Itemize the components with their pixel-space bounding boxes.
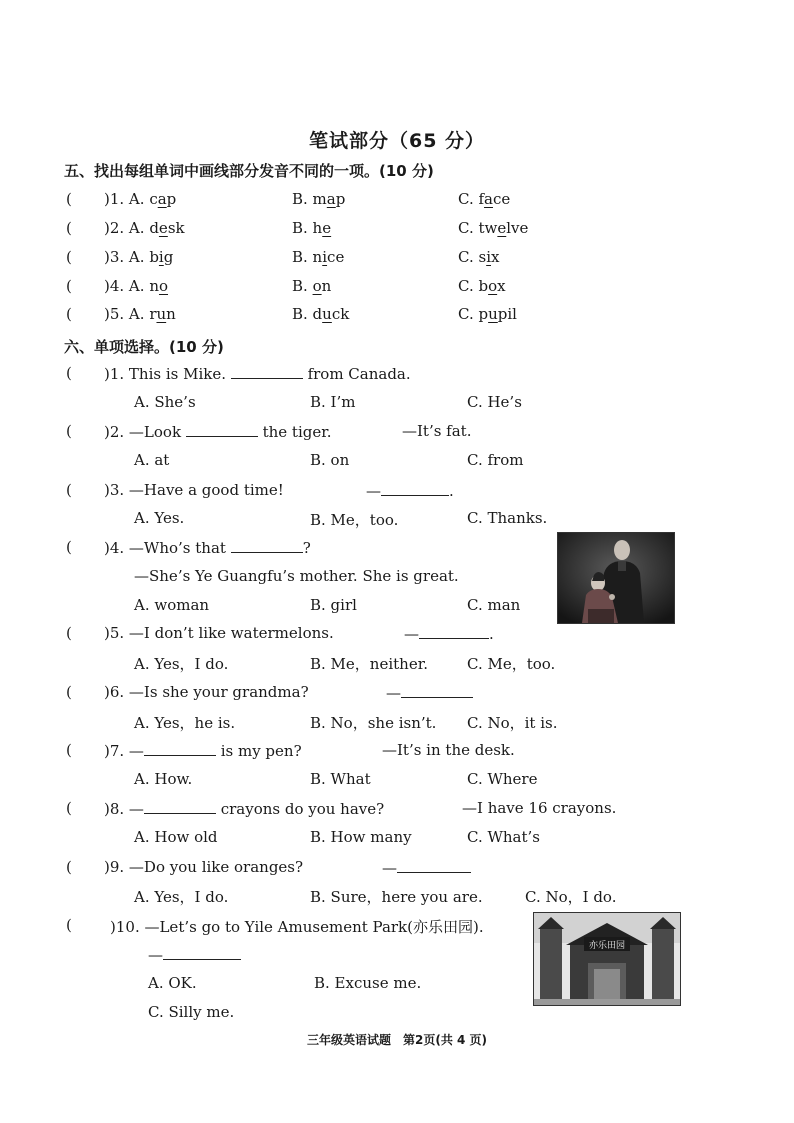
question-5	[0, 624, 794, 646]
option-b: B. Me，too.	[310, 511, 399, 529]
word-part: B. m	[292, 190, 327, 208]
word-part: e	[497, 219, 507, 237]
option-b	[292, 190, 345, 208]
word-part: ce	[492, 190, 511, 208]
answer-paren[interactable]: (	[66, 916, 72, 934]
word-part: C. p	[458, 305, 489, 323]
option-a: A. How.	[134, 770, 193, 788]
question-9	[0, 858, 794, 880]
word-part: c	[149, 190, 158, 208]
option-c	[458, 277, 506, 295]
answer-blank	[163, 945, 241, 960]
options-6	[0, 712, 794, 734]
option-a	[104, 305, 176, 323]
word-part: o	[312, 277, 322, 295]
word-part: B. n	[292, 248, 323, 266]
word-part: ce	[327, 248, 345, 266]
word-part: x	[497, 277, 506, 295]
section5-heading: 五、找出每组单词中画线部分发音不同的一项。(10 分)	[64, 162, 434, 180]
option-b: B. I’m	[310, 393, 356, 411]
pronunciation-item	[0, 248, 794, 270]
question-tail: crayons do you have?	[215, 800, 385, 818]
options-8	[0, 828, 794, 850]
word-part: )5. A.	[104, 305, 150, 323]
family-photo-image	[558, 533, 674, 623]
answer-paren[interactable]: (	[66, 538, 72, 556]
family-photo	[557, 532, 675, 624]
option-a: A. Yes，he is.	[134, 714, 236, 732]
word-part: C. tw	[458, 219, 498, 237]
option-a: A. woman	[134, 596, 210, 614]
option-c: C. Where	[467, 770, 538, 788]
word-part: B. d	[292, 305, 323, 323]
word-part: u	[488, 305, 498, 323]
option-b	[292, 305, 349, 323]
question-1	[0, 364, 794, 386]
word-part: pil	[497, 305, 517, 323]
question-stem: )6. —Is she your grandma?	[104, 683, 309, 701]
page-title: 笔试部分（65 分）	[308, 130, 486, 152]
pronunciation-item	[0, 219, 794, 241]
question-stem: )8. —	[104, 800, 144, 818]
options-9	[0, 886, 794, 908]
option-a	[104, 219, 185, 237]
option-b: B. Me，neither.	[310, 655, 428, 673]
option-a: A. She’s	[134, 393, 196, 411]
word-part: p	[335, 190, 346, 208]
option-b: B. girl	[310, 596, 357, 614]
answer-paren[interactable]: (	[66, 799, 72, 817]
response-tail: .	[489, 625, 494, 643]
word-part: C. b	[458, 277, 489, 295]
response-dash: —	[386, 684, 401, 702]
answer-blank	[381, 481, 449, 496]
word-part: i	[486, 248, 491, 266]
option-c: C. No，it is.	[467, 714, 558, 732]
word-part: d	[149, 219, 159, 237]
question-stem: )4. —Who’s that	[104, 539, 231, 557]
word-part: b	[149, 248, 159, 266]
option-b	[292, 248, 344, 266]
options-3	[0, 509, 794, 531]
option-a: A. How old	[134, 828, 218, 846]
option-c	[458, 190, 510, 208]
answer-blank	[397, 858, 471, 873]
word-part: n	[321, 277, 332, 295]
word-part: )4. A.	[104, 277, 150, 295]
option-a: A. OK.	[148, 974, 197, 992]
question-response: —It’s fat.	[402, 422, 472, 440]
answer-paren[interactable]: (	[66, 305, 72, 323]
question-stem: )3. —Have a good time!	[104, 481, 284, 499]
options-10-line2	[0, 1003, 794, 1025]
word-part: x	[491, 248, 500, 266]
page-footer: 三年级英语试题 第2页(共 4 页)	[306, 1033, 488, 1047]
question-2	[0, 422, 794, 444]
word-part: u	[322, 305, 332, 323]
word-part: g	[163, 248, 174, 266]
word-part: n	[166, 305, 176, 323]
answer-paren[interactable]: (	[66, 741, 72, 759]
response-dash: —	[404, 625, 419, 643]
answer-paren[interactable]: (	[66, 190, 72, 208]
question-response: —I have 16 crayons.	[462, 799, 617, 817]
option-a: A. Yes，I do.	[134, 888, 229, 906]
word-part: )3. A.	[104, 248, 150, 266]
option-c: C. Me，too.	[467, 655, 556, 673]
pronunciation-item	[0, 190, 794, 212]
word-part: sk	[167, 219, 185, 237]
word-part: a	[326, 190, 336, 208]
question-tail: from Canada.	[302, 365, 411, 383]
question-stem: )5. —I don’t like watermelons.	[104, 624, 334, 642]
question-7	[0, 741, 794, 763]
option-b: B. Excuse me.	[314, 974, 422, 992]
question-stem: )2. —Look	[104, 423, 186, 441]
word-part: a	[157, 190, 167, 208]
option-c: C. man	[467, 596, 521, 614]
question-3	[0, 481, 794, 503]
option-a: A. Yes，I do.	[134, 655, 229, 673]
option-b: B. How many	[310, 828, 412, 846]
options-1	[0, 393, 794, 415]
question-response: —It’s in the desk.	[382, 741, 515, 759]
word-part: r	[149, 305, 157, 323]
option-a: A. at	[134, 451, 170, 469]
option-a: A. Yes.	[134, 509, 185, 527]
option-b: B. Sure，here you are.	[310, 888, 483, 906]
option-b: B. What	[310, 770, 371, 788]
question-stem: )9. —Do you like oranges?	[104, 858, 304, 876]
option-b: B. on	[310, 451, 350, 469]
answer-paren[interactable]: (	[66, 481, 72, 499]
response-dash: —	[382, 859, 397, 877]
options-7	[0, 770, 794, 792]
word-part: a	[484, 190, 493, 208]
question-stem: )10. —Let’s go to Yile Amusement Park(亦乐田园).	[110, 918, 484, 936]
word-part: C. s	[458, 248, 487, 266]
option-b: B. No，she isn’t.	[310, 714, 437, 732]
word-part: lve	[506, 219, 529, 237]
pronunciation-item	[0, 277, 794, 299]
word-part: )1. A.	[104, 190, 150, 208]
word-part: e	[158, 219, 168, 237]
word-part: e	[322, 219, 332, 237]
response-dash: —	[366, 482, 381, 500]
answer-blank	[419, 624, 489, 639]
answer-blank	[401, 683, 473, 698]
word-part: C. f	[458, 190, 485, 208]
answer-paren[interactable]: (	[66, 858, 72, 876]
question-context: —She’s Ye Guangfu’s mother. She is great.	[134, 567, 459, 585]
word-part: o	[158, 277, 169, 295]
word-part: p	[166, 190, 177, 208]
answer-paren[interactable]: (	[66, 422, 72, 440]
word-part: ck	[331, 305, 350, 323]
option-c: C. Thanks.	[467, 509, 548, 527]
answer-paren[interactable]: (	[66, 277, 72, 295]
option-b	[292, 277, 331, 295]
answer-blank	[231, 538, 303, 553]
answer-paren[interactable]: (	[66, 624, 72, 642]
option-a	[104, 190, 176, 208]
word-part: B. h	[292, 219, 323, 237]
answer-blank	[231, 364, 303, 379]
word-part: o	[488, 277, 498, 295]
option-a	[104, 277, 168, 295]
park-gate-photo	[533, 912, 681, 1006]
pronunciation-item	[0, 305, 794, 327]
option-b	[292, 219, 331, 237]
answer-paren[interactable]: (	[66, 683, 72, 701]
option-c: C. Silly me.	[148, 1003, 235, 1021]
question-8	[0, 799, 794, 821]
answer-blank	[144, 741, 216, 756]
word-part: B.	[292, 277, 313, 295]
word-part: )2. A.	[104, 219, 150, 237]
word-part: u	[156, 305, 167, 323]
options-2	[0, 451, 794, 473]
option-c: C. No，I do.	[525, 888, 617, 906]
option-c	[458, 219, 528, 237]
park-gate-image	[534, 913, 680, 1005]
answer-paren[interactable]: (	[66, 248, 72, 266]
answer-paren[interactable]: (	[66, 364, 72, 382]
question-tail: ?	[302, 539, 311, 557]
answer-blank	[186, 422, 258, 437]
option-a	[104, 248, 173, 266]
question-stem: )7. —	[104, 742, 144, 760]
options-5	[0, 653, 794, 675]
answer-paren[interactable]: (	[66, 219, 72, 237]
option-c: C. He’s	[467, 393, 522, 411]
question-stem: )1. This is Mike.	[104, 365, 231, 383]
option-c: C. What’s	[467, 828, 540, 846]
section6-heading: 六、单项选择。(10 分)	[64, 338, 224, 356]
answer-blank	[144, 799, 216, 814]
word-part: n	[149, 277, 159, 295]
response-tail: .	[449, 482, 454, 500]
question-6	[0, 683, 794, 705]
question-tail: the tiger.	[257, 423, 332, 441]
word-part: i	[158, 248, 164, 266]
option-c	[458, 305, 517, 323]
option-c: C. from	[467, 451, 524, 469]
response-dash: —	[148, 946, 163, 964]
question-tail: is my pen?	[215, 742, 302, 760]
option-c	[458, 248, 499, 266]
park-sign-text: 亦乐田园	[588, 941, 626, 951]
word-part: i	[322, 248, 328, 266]
